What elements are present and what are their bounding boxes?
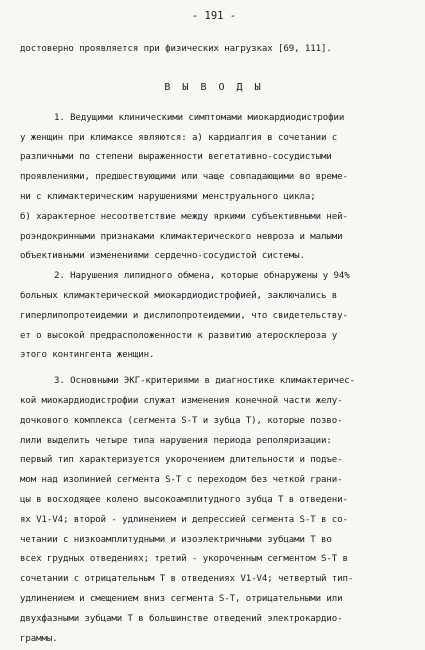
- text-line: 1. Ведущими клиническими симптомами миокардиодистрофии: [54, 112, 345, 123]
- text-line: первый тип характеризуется укорочением длительности и подъе-: [20, 455, 343, 466]
- text-line: мом над изолинией сегмента S-T с переходом без четкой грани-: [20, 475, 343, 486]
- text-line: ях V1-V4; второй - удлинением и депрессией сегмента S-T в со-: [20, 514, 348, 525]
- text-line: всех грудных отведениях; третий - укороченным сегментом S-T в: [20, 554, 348, 565]
- text-line: этого контингента женщин.: [20, 350, 155, 361]
- text-line: 3. Основными ЭКГ-критериями в диагностике климактеричес-: [54, 376, 355, 387]
- text-line: ни с климактерическим нарушениями менструального цикла;: [20, 191, 316, 202]
- text-line: кой миокардиодистрофии служат изменения конечной части желу-: [20, 395, 343, 406]
- text-line: двухфазными зубцами T в большинстве отведений электрокардио-: [20, 613, 343, 624]
- page-number: - 191 -: [191, 10, 237, 22]
- text-line: гиперлипопротеидемии и дислипопротеидемии, что свидетельству-: [20, 310, 348, 321]
- section-heading: В Ы В О Д Ы: [164, 81, 264, 93]
- text-line: цы в восходящее колено высокоамплитудного зубца T в отведени-: [20, 494, 348, 505]
- paragraph-3: [20, 372, 408, 649]
- text-line: граммы.: [20, 633, 58, 644]
- intro-line: достоверно проявляется при физических нагрузках [69, 111].: [20, 44, 332, 54]
- paragraph-2: [20, 267, 408, 366]
- text-line: четании с низкоамплитудными и изоэлектричными зубцами T во: [20, 534, 332, 545]
- text-line: больных климактерической миокардиодистрофией, заключались в: [20, 290, 338, 301]
- paragraph-1: [20, 109, 408, 267]
- text-line: объективными изменениями сердечно-сосудистой системы.: [20, 251, 305, 262]
- text-line: различными по степени выраженности вегетативно-сосудистыми: [20, 152, 332, 163]
- text-line: 2. Нарушения липидного обмена, которые обнаружены у 94%: [54, 271, 350, 282]
- text-line: ет о высокой предрасположенности к развитию атеросклероза у: [20, 330, 338, 341]
- text-line: проявлениями, предшествующими или чаще совпадающими во време-: [20, 172, 348, 183]
- text-line: б) характерное несоответствие между яркими субъективными ней-: [20, 211, 348, 222]
- text-line: роэндокринными признаками климактерического невроза и малыми: [20, 231, 343, 242]
- text-line: лили выделить четыре типа нарушения периода реполяризации:: [20, 435, 332, 446]
- text-line: дочкового комплекса (сегмента S-T и зубца T), которые позво-: [20, 415, 343, 426]
- text-line: у женщин при климаксе являются: а) кардиалгия в сочетании с: [20, 132, 338, 143]
- text-line: удлинением и смещением вниз сегмента S-T, отрицательными или: [20, 593, 343, 604]
- text-line: сочетании с отрицательным T в отведениях V1-V4; четвертый тип-: [20, 574, 354, 585]
